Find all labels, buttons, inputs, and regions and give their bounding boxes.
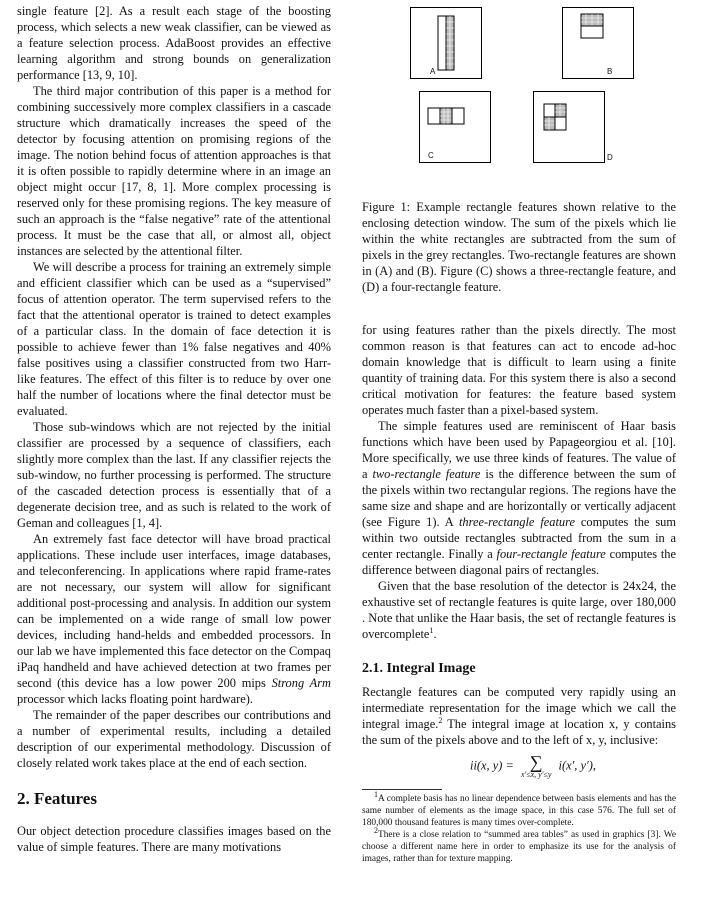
paragraph-text: An extremely fast face detector will have broad practical applications. These include user interfaces, image databases, and teleconferencing. In applications where rapid frame-rates are not necessary, our system will allow for significant additional post-processing and analysis. In addition our system can be implemented on a wide range of small low power devices, including hand-helds and embedded processors. In our lab we have implemented this face detector on the Compaq iPaq handheld and have achieved detection at two frames per second (this device has a low power 200 mips (17, 532, 331, 690)
emphasis: Strong Arm (271, 676, 331, 690)
equation-rhs: i(x′, y′), (558, 758, 596, 773)
panel-label-d: D (607, 153, 613, 162)
paragraph-text: computes the sum within two outside rectangles subtracted from the sum in a center rectangle. Finally a (362, 515, 676, 561)
paragraph: Those sub-windows which are not rejected by the initial classifier are processed by a sequence of classifiers, each slightly more complex than the last. If any classifier rejects the sub-window, no further processing is performed. The structure of the cascaded detection process is essentially that of a degenerate decision tree, and as such is related to the work of Geman and colleagues [1, 4]. (17, 420, 331, 530)
paragraph-text: computes the difference between diagonal pairs of rectangles. (362, 547, 677, 577)
paragraph-text: The integral image at location x, y contains the sum of the pixels above and to the left of x, y, inclusive: (362, 717, 676, 747)
emphasis: three-rectangle feature (458, 515, 575, 529)
paragraph-text: The simple features used are reminiscent of Haar basis functions which have been used by Papageorgiou et al. [10]. More specifically, we use three kinds of features. The value of a (362, 419, 676, 481)
paragraph (362, 418, 676, 578)
paragraph: for using features rather than the pixels directly. The most common reason is that features can act to encode ad-hoc domain knowledge that is difficult to learn using a finite quantity of training data. For this system there is also a second critical motivation for features: the feature based system operates much faster than a pixel-based system. (362, 323, 676, 417)
paragraph: single feature [2]. As a result each stage of the boosting process, which selects a new weak classifier, can be viewed as a feature selection process. AdaBoost provides an effective learning algorithm and strong bounds on generalization performance [13, 9, 10]. (17, 4, 331, 82)
integral-image-equation (390, 754, 676, 779)
summation-sign: ∑ (529, 752, 543, 772)
paragraph-text: . (433, 627, 437, 641)
footnote (362, 825, 676, 865)
equation-lhs: ii(x, y) = (470, 758, 514, 773)
footnote-text: There is a close relation to “summed area tables” as used in graphics [3]. We choose a different name here in order to emphasize its use for the analysis of images, rather than for texture mapping. (362, 830, 676, 864)
footnote-mark: 2 (374, 825, 378, 835)
four-rectangle-feature (534, 92, 604, 162)
feature-panel-a (410, 7, 482, 79)
paragraph-text: Given that the base resolution of the detector is 24x24, the exhaustive set of rectangle features is quite large, over 180,000 . Note that unlike the Haar basis, the set of rectangle features is overcomplete (362, 579, 676, 641)
left-column (17, 3, 331, 855)
summation (521, 754, 551, 779)
footnote-ref: 2 (438, 715, 443, 725)
right-column (362, 322, 676, 865)
paragraph-text: Rectangle features can be computed very rapidly using an intermediate representation for the image which we call the integral image. (362, 685, 676, 731)
summation-limits: x′≤x, y′≤y (520, 770, 552, 779)
two-rectangle-vertical-feature (411, 8, 481, 78)
figure-caption-block (362, 199, 676, 295)
feature-panel-b (562, 7, 634, 79)
paragraph: The third major contribution of this paper is a method for combining successively more complex classifiers in a cascade structure which dramatically increases the speed of the detector by focusing attention on promising regions of the image. The notion behind focus of attention approaches is that it is often possible to rapidly determine where in an image an object might occur [17, 8, 1]. More complex processing is reserved only for these promising regions. The key measure of such an approach is the “false negative” rate of the attentional process. It must be the case that all, or almost all, object instances are selected by the attentional filter. (17, 84, 331, 258)
paragraph: We will describe a process for training an extremely simple and efficient classifier which can be used as a “supervised” focus of attention operator. The term supervised refers to the fact that the attentional operator is trained to detect examples of a particular class. In the domain of face detection it is possible to achieve fewer than 1% false negatives and 40% false positives using a classifier constructed from two Harr-like features. The effect of this filter is to reduce by over one half the number of locations where the final detector must be evaluated. (17, 260, 331, 418)
panel-label-a: A (430, 67, 436, 76)
footnote-text: A complete basis has no linear dependence between basis elements and has the same number of elements as the image space, in this case 576. The full set of 180,000 thousand features is many times over-complete. (362, 794, 676, 828)
paragraph: The remainder of the paper describes our contributions and a number of experimental results, including a detailed description of our experimental methodology. Discussion of closely related work takes place at the end of each section. (17, 708, 331, 770)
paragraph: Our object detection procedure classifies images based on the value of simple features. There are many motivations (17, 824, 331, 854)
footnote-mark: 1 (374, 789, 378, 799)
subsection-heading: 2.1. Integral Image (362, 661, 476, 676)
paragraph (362, 684, 676, 748)
section-heading: 2. Features (17, 789, 97, 808)
emphasis: two-rectangle feature (372, 467, 481, 481)
paragraph (17, 531, 331, 707)
figure-1 (362, 0, 676, 172)
feature-panel-d (533, 91, 605, 163)
figure-caption: Figure 1: Example rectangle features shown relative to the enclosing detection window. The sum of the pixels which lie within the white rectangles are subtracted from the sum of pixels in the grey rectangles. Two-rectangle features are shown in (A) and (B). Figure (C) shows a three-rectangle feature, and (D) a four-rectangle feature. (362, 200, 676, 294)
paragraph (362, 578, 676, 642)
paragraph-text: is the difference between the sum of the pixels within two rectangular regions. The regions have the same size and shape and are horizontally or vertically adjacent (see Figure 1). A (362, 467, 676, 529)
footnote-ref: 1 (429, 625, 434, 635)
panel-label-b: B (607, 67, 613, 76)
two-rectangle-horizontal-feature (563, 8, 633, 78)
emphasis: four-rectangle feature (496, 547, 606, 561)
footnote (362, 789, 676, 829)
paragraph-text: processor which lacks floating point hardware). (17, 692, 254, 706)
panel-label-c: C (428, 151, 434, 160)
